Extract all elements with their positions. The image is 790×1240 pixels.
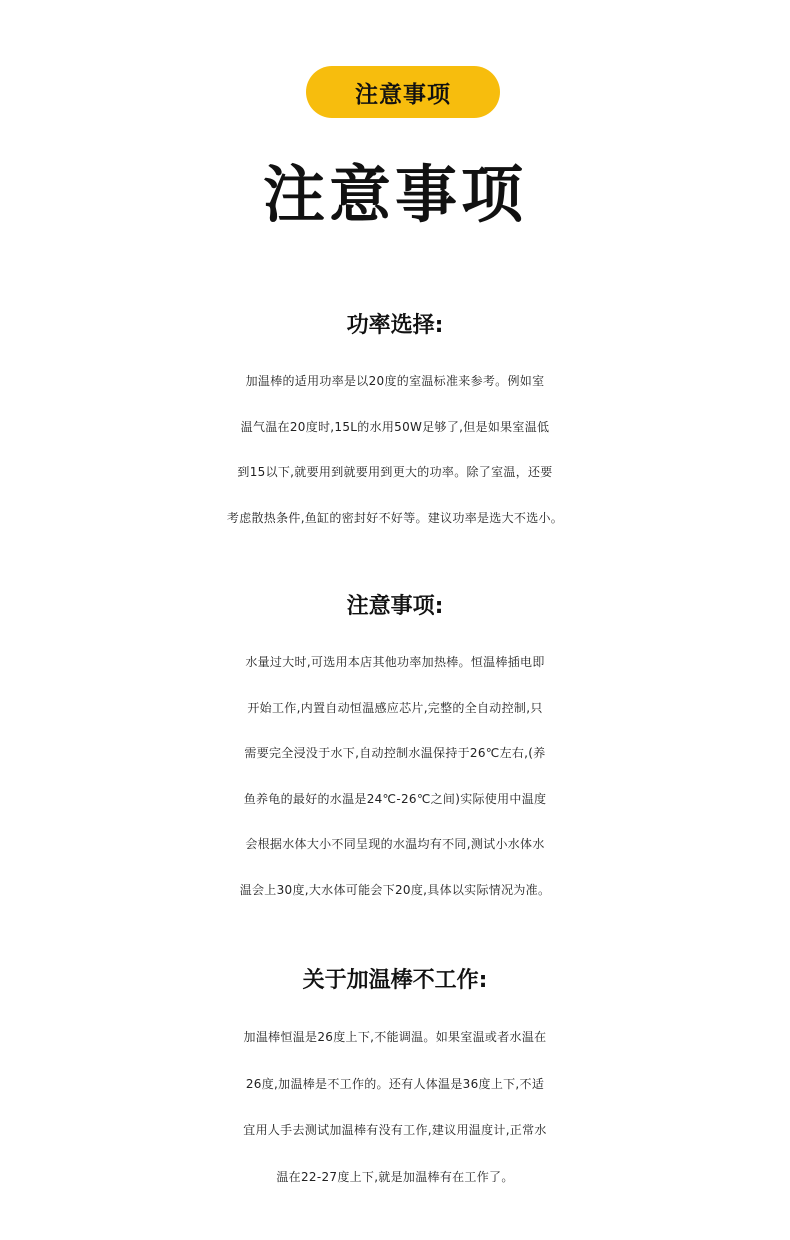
paragraph-line: 到15以下,就要用到就要用到更大的功率。除了室温，还要 <box>237 465 553 479</box>
paragraph-line: 26度,加温棒是不工作的。还有人体温是36度上下,不适 <box>245 1076 545 1091</box>
paragraph-line: 宜用人手去测试加温棒有没有工作,建议用温度计,正常水 <box>243 1123 547 1137</box>
page-title: 注意事项 <box>262 158 527 231</box>
paragraph-line: 温会上30度,大水体可能会下20度,具体以实际情况为准。 <box>239 882 551 897</box>
paragraph-line: 会根据水体大小不同呈现的水温均有不同,测试小水体水 <box>245 837 545 851</box>
paragraph-line: 加温棒恒温是26度上下,不能调温。如果室温或者水温在 <box>243 1030 547 1044</box>
paragraph-line: 需要完全浸没于水下,自动控制水温保持于26℃左右,(养 <box>244 746 546 760</box>
heater-not-working-section <box>0 966 790 1200</box>
paragraph-line: 温在22-27度上下,就是加温棒有在工作了。 <box>276 1169 514 1184</box>
paragraph-line: 加温棒的适用功率是以20度的室温标准来参考。例如室 <box>245 374 545 388</box>
precautions-section <box>0 592 790 913</box>
paragraph-line: 鱼养龟的最好的水温是24℃-26℃之间)实际使用中温度 <box>243 791 547 806</box>
section-tag-badge: 注意事项 <box>306 66 500 118</box>
paragraph-line: 开始工作,内置自动恒温感应芯片,完整的全自动控制,只 <box>247 700 543 715</box>
section-heading: 注意事项: <box>346 594 444 619</box>
paragraph-line: 考虑散热条件,鱼缸的密封好不好等。建议功率是选大不选小。 <box>226 510 564 525</box>
paragraph-line: 水量过大时,可选用本店其他功率加热棒。恒温棒插电即 <box>245 655 545 669</box>
section-heading: 功率选择: <box>346 313 444 338</box>
section-heading: 关于加温棒不工作: <box>302 968 488 993</box>
paragraph-line: 温气温在20度时,15L的水用50W足够了,但是如果室温低 <box>240 419 550 434</box>
power-selection-section <box>0 311 790 541</box>
